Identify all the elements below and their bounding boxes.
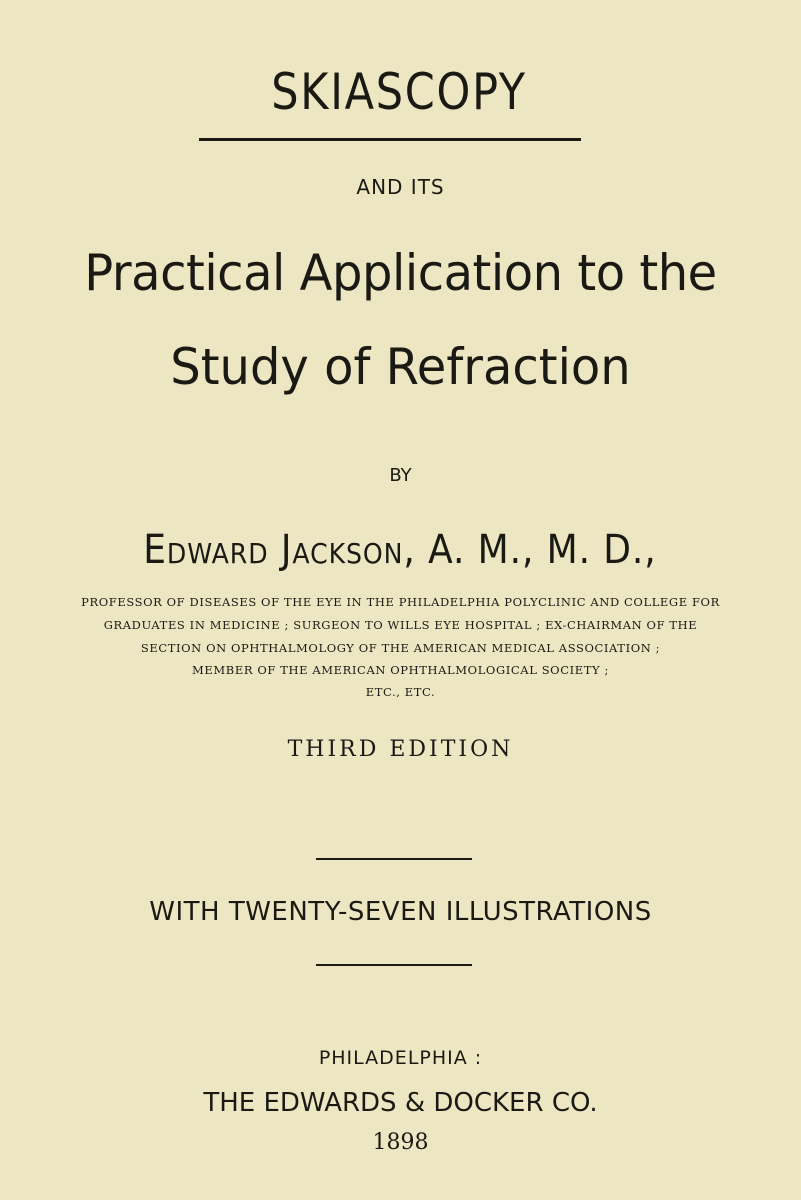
author-name: Edward Jackson, A. M., M. D., bbox=[143, 527, 657, 573]
divider-rule bbox=[316, 858, 472, 860]
publisher-name: THE EDWARDS & DOCKER CO. bbox=[203, 1088, 598, 1118]
author-credential-line: SECTION ON OPHTHALMOLOGY OF THE AMERICAN MEDICAL ASSOCIATION ; bbox=[140, 641, 661, 655]
edition-statement: THIRD EDITION bbox=[287, 737, 514, 762]
illustrations-note: WITH TWENTY-SEVEN ILLUSTRATIONS bbox=[149, 897, 652, 927]
publication-year: 1898 bbox=[372, 1130, 429, 1155]
title-underline bbox=[199, 138, 581, 141]
by-line: BY bbox=[389, 465, 412, 486]
author-credential-line: PROFESSOR OF DISEASES OF THE EYE IN THE PHILADELPHIA POLYCLINIC AND COLLEGE FOR bbox=[81, 595, 720, 609]
divider-rule bbox=[316, 964, 472, 966]
publication-city: PHILADELPHIA : bbox=[318, 1047, 483, 1069]
book-title: SKIASCOPY bbox=[271, 63, 527, 121]
subtitle-line-2: Study of Refraction bbox=[170, 338, 631, 396]
author-credential-line: ETC., ETC. bbox=[365, 685, 436, 699]
author-credential-line: MEMBER OF THE AMERICAN OPHTHALMOLOGICAL SOCIETY ; bbox=[192, 663, 609, 677]
author-credential-line: GRADUATES IN MEDICINE ; SURGEON TO WILLS EYE HOSPITAL ; EX-CHAIRMAN OF THE bbox=[103, 618, 698, 632]
subtitle-line-1: Practical Application to the bbox=[84, 244, 717, 302]
title-connector: AND ITS bbox=[356, 175, 445, 199]
